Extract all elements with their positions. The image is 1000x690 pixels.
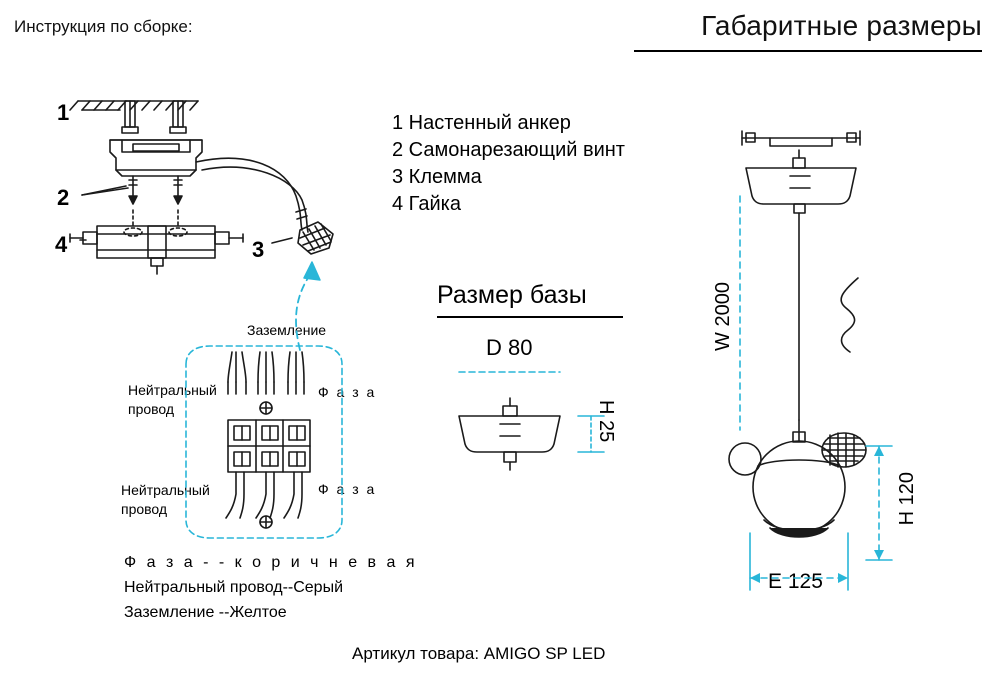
shade-height-label: H 120 bbox=[896, 472, 918, 526]
wire-length-label: W 2000 bbox=[712, 282, 734, 351]
wiring-top-leads bbox=[228, 352, 304, 394]
article-number: Артикул товара: AMIGO SP LED bbox=[352, 644, 606, 663]
callout-3: 3 bbox=[252, 237, 265, 262]
wire-key-ground: Заземление --Желтое bbox=[124, 604, 287, 621]
mesh-ball bbox=[822, 433, 866, 467]
base-profile-drawing bbox=[459, 398, 560, 470]
terminal-clamp bbox=[298, 222, 333, 254]
ground-wire-label: Заземление bbox=[247, 322, 327, 338]
assembly-flow-arrow bbox=[296, 272, 312, 350]
wire-key-neutral: Нейтральный провод--Серый bbox=[124, 579, 344, 596]
self-tapping-screw-left bbox=[129, 176, 137, 204]
fixture-elevation bbox=[729, 131, 866, 537]
base-plate-assembly bbox=[97, 226, 215, 274]
wall-anchor-right bbox=[170, 101, 186, 133]
nut-right bbox=[215, 232, 243, 244]
base-dimension-lines bbox=[459, 372, 604, 452]
self-tapping-screw-right bbox=[174, 176, 182, 204]
phase-label-top: Ф а з а bbox=[318, 384, 377, 400]
callout-2: 2 bbox=[57, 185, 70, 210]
neutral-top-line1: Нейтральный bbox=[128, 382, 217, 398]
terminal-block bbox=[228, 420, 310, 472]
wall-anchor-left bbox=[122, 101, 138, 133]
instruction-label: Инструкция по сборке: bbox=[14, 17, 193, 36]
wire-key-phase: Ф а з а - - к о р и ч н е в а я bbox=[124, 554, 418, 571]
legend-item-2: 2 Самонарезающий винт bbox=[392, 139, 625, 161]
wiring-bottom-leads bbox=[226, 472, 302, 518]
base-height-label: H 25 bbox=[595, 400, 617, 443]
callout-4: 4 bbox=[55, 232, 68, 257]
mounting-bracket bbox=[110, 140, 202, 176]
shade-diameter-label: E 125 bbox=[768, 570, 823, 593]
wiring-enclosure bbox=[186, 346, 342, 538]
callout-1: 1 bbox=[57, 100, 70, 125]
neutral-bottom-line1: Нейтральный bbox=[121, 482, 210, 498]
legend-item-4: 4 Гайка bbox=[392, 193, 461, 215]
nut-left bbox=[70, 232, 97, 244]
legend-item-3: 3 Клемма bbox=[392, 166, 482, 188]
neutral-top-line2: провод bbox=[128, 401, 175, 417]
phase-label-bottom: Ф а з а bbox=[318, 481, 377, 497]
assembly-flow-arrowhead bbox=[304, 262, 320, 280]
terminal-screw-top bbox=[260, 402, 272, 414]
page-title: Габаритные размеры bbox=[701, 10, 982, 41]
dimension-arrowheads bbox=[750, 446, 884, 583]
base-diameter-label: D 80 bbox=[486, 335, 533, 360]
neutral-bottom-line2: провод bbox=[121, 501, 168, 517]
base-size-title: Размер базы bbox=[437, 281, 587, 309]
supply-wire bbox=[196, 158, 308, 232]
legend-item-1: 1 Настенный анкер bbox=[392, 112, 571, 134]
